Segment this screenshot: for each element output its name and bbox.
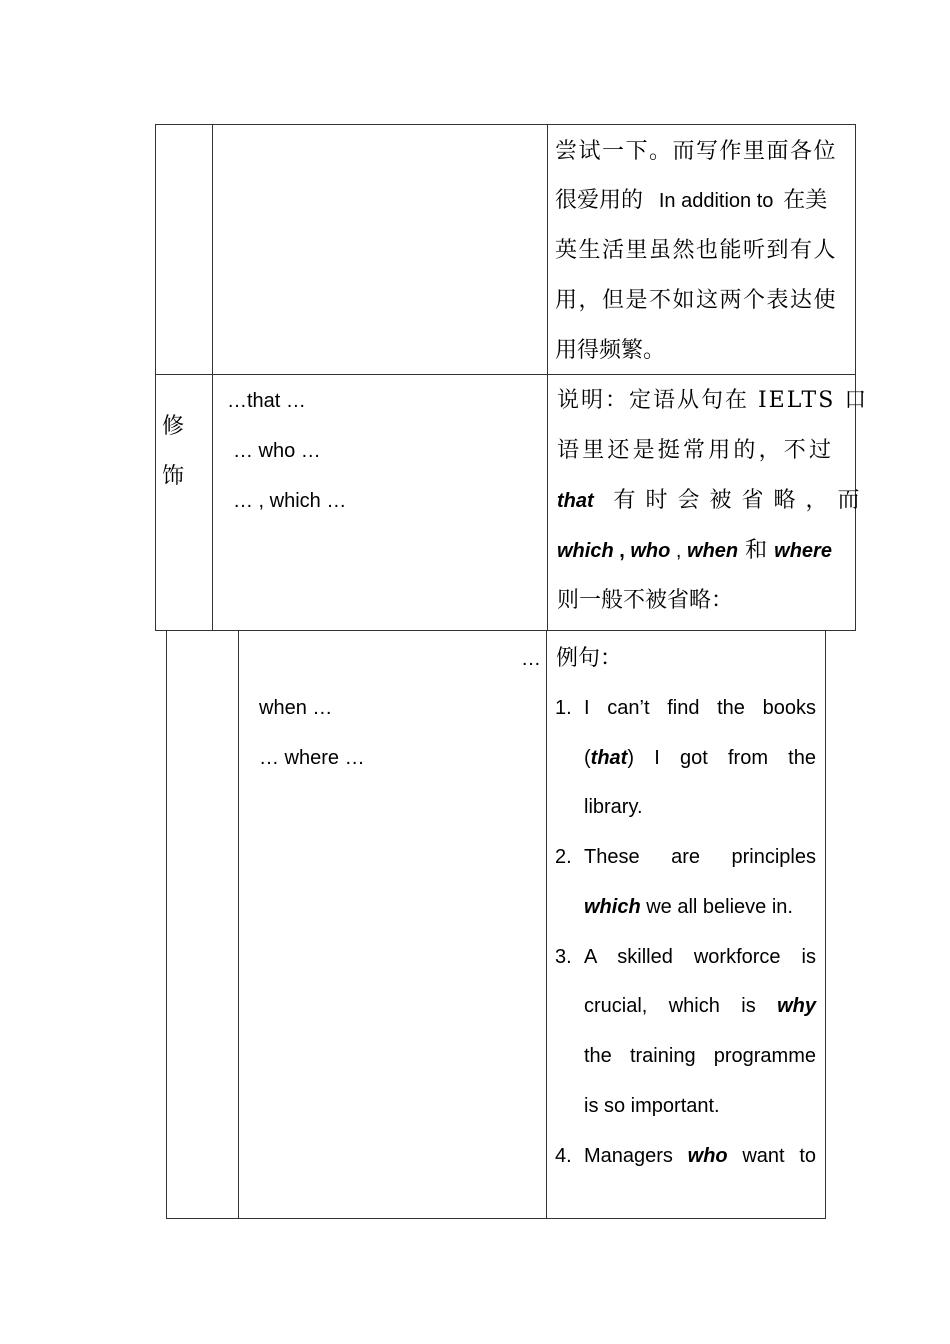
table-border xyxy=(547,124,548,631)
text-segment: want to xyxy=(727,1145,816,1167)
separator: , xyxy=(670,540,688,562)
table-border xyxy=(155,124,856,125)
text-line xyxy=(555,176,827,226)
example-line: I can’t find the books xyxy=(584,697,816,719)
table-border xyxy=(166,1218,826,1219)
keyword-which: which xyxy=(557,540,614,562)
example-line: These are principles xyxy=(584,846,816,868)
table-border xyxy=(155,630,856,631)
example-line xyxy=(584,882,793,932)
text-segment: ( xyxy=(584,747,591,769)
example-line: library. xyxy=(584,796,643,818)
text-line: 则一般不被省略： xyxy=(557,588,734,613)
table-border xyxy=(825,631,826,1219)
separator: , xyxy=(613,540,631,562)
pattern-line: … who … xyxy=(233,440,321,462)
keyword-who: who xyxy=(630,540,671,562)
keyword-who: who xyxy=(687,1145,728,1167)
keyword-why: why xyxy=(777,995,816,1017)
table-border xyxy=(155,124,156,631)
keyword-when: when xyxy=(687,540,739,562)
text-segment: Managers xyxy=(584,1145,688,1167)
text-line: 说明：定语从句在 IELTS 口 xyxy=(557,388,869,413)
list-number: 4. xyxy=(555,1145,572,1167)
examples-label: 例句： xyxy=(556,646,623,671)
text-line: 英生活里虽然也能听到有人 xyxy=(555,238,838,263)
example-line: the training programme xyxy=(584,1045,816,1067)
example-line: A skilled workforce is xyxy=(584,946,816,968)
text-line: 用得频繁。 xyxy=(555,338,666,363)
text-line xyxy=(557,476,870,526)
list-number: 3. xyxy=(555,946,572,968)
text-segment: 在美 xyxy=(783,188,828,213)
text-segment: In addition to xyxy=(658,190,774,212)
text-segment: we all believe in. xyxy=(640,896,793,918)
example-line: is so important. xyxy=(584,1095,720,1117)
list-number: 2. xyxy=(555,846,572,868)
keyword-which: which xyxy=(584,896,641,918)
table-border xyxy=(546,631,547,1219)
table-border xyxy=(238,631,239,1219)
pattern-line: when … xyxy=(259,697,333,719)
text-line xyxy=(557,526,832,576)
pattern-line: … xyxy=(521,648,541,670)
list-number: 1. xyxy=(555,697,572,719)
text-line: 语里还是挺常用的，不过 xyxy=(557,438,835,463)
table-border xyxy=(212,124,213,631)
text-segment: crucial, which is xyxy=(584,995,778,1017)
text-line: 用，但是不如这两个表达使 xyxy=(555,288,838,313)
table-border xyxy=(155,374,856,375)
example-line xyxy=(584,1131,816,1181)
table-border xyxy=(166,631,167,1219)
keyword-where: where xyxy=(774,540,832,562)
pattern-line: … where … xyxy=(259,747,365,769)
text-segment: 有时会被省略，而 xyxy=(613,488,870,513)
label-char: 修 xyxy=(162,414,185,439)
keyword-that: that xyxy=(590,747,628,769)
text-line: 尝试一下。而写作里面各位 xyxy=(555,139,838,164)
keyword-that: that xyxy=(557,490,594,512)
conjunction: 和 xyxy=(738,538,775,563)
pattern-line: …that … xyxy=(227,390,306,412)
example-line xyxy=(584,981,816,1031)
example-line xyxy=(584,733,816,783)
pattern-line: … , which … xyxy=(233,490,347,512)
label-char: 饰 xyxy=(162,464,185,489)
text-segment: 很爱用的 xyxy=(555,188,644,213)
text-segment: ) I got from the xyxy=(627,747,816,769)
